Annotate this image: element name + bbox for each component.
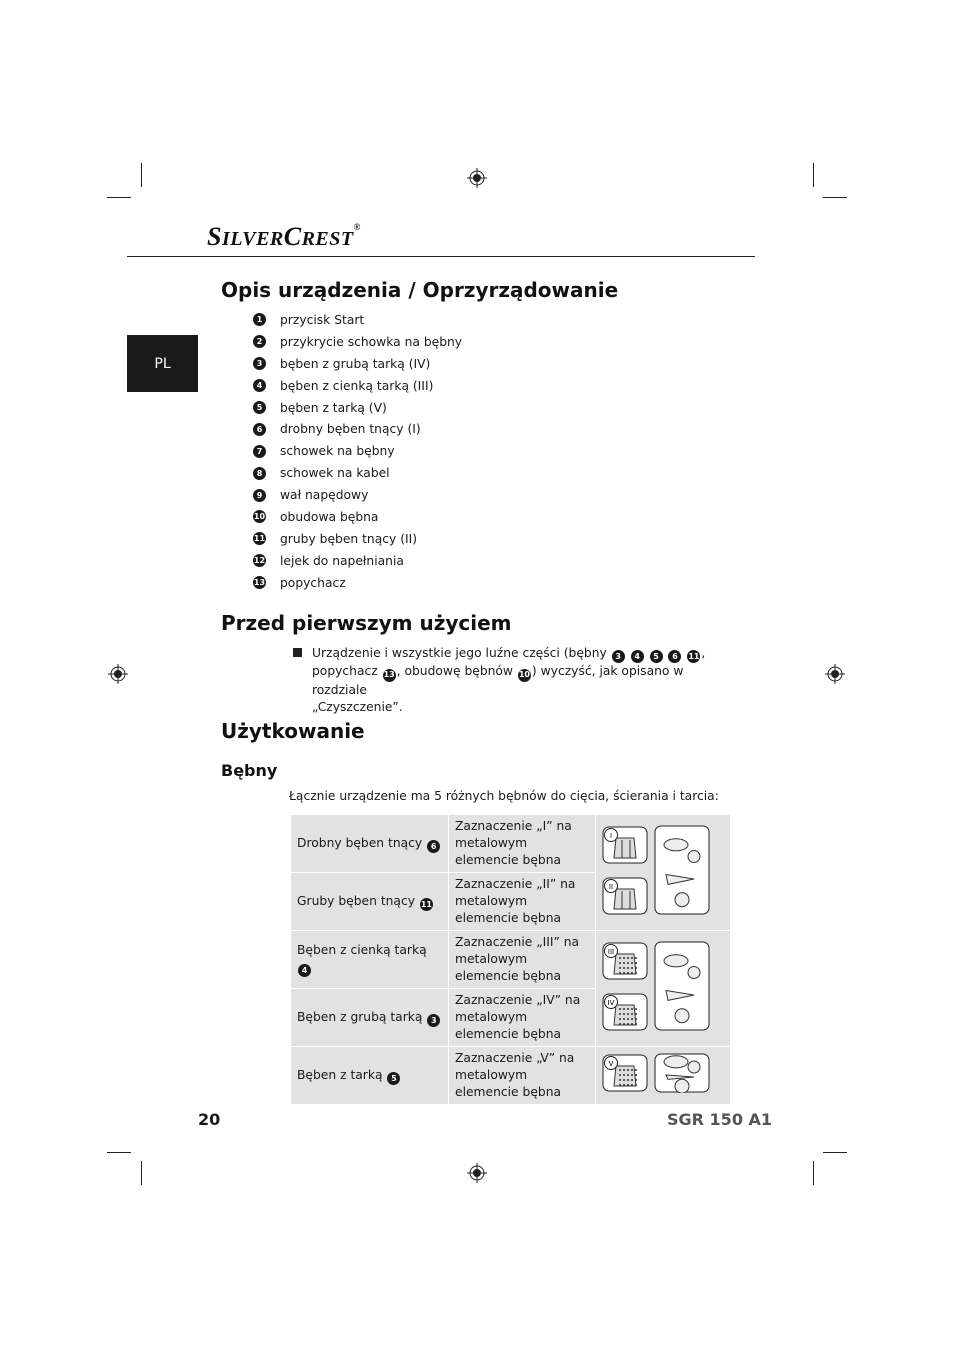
crop-mark bbox=[813, 1161, 814, 1185]
parts-list-item bbox=[253, 397, 462, 419]
header-divider bbox=[127, 256, 755, 257]
parts-list-item bbox=[253, 550, 462, 572]
crop-mark bbox=[823, 1152, 847, 1153]
drum-name-cell: Gruby bęben tnący 11 bbox=[291, 873, 449, 931]
drum-marking-cell: Zaznaczenie „V” na metalowym elemencie bębna bbox=[449, 1047, 596, 1105]
ref-number: 5 bbox=[387, 1072, 400, 1085]
section-title-description: Opis urządzenia / Oprzyrządowanie bbox=[221, 278, 619, 302]
parts-list bbox=[253, 309, 462, 594]
item-number: 10 bbox=[253, 512, 266, 522]
drum-illustration-cell bbox=[596, 1047, 731, 1105]
item-label: gruby bęben tnący (II) bbox=[280, 531, 418, 546]
cleaning-instruction: Urządzenie i wszystkie jego luźne części (bębny 3 4 5 6 11 , popychacz 13 , obudowę bębnów 10 ) wyczyść, jak opisano w rozdziale „Czyszczenie”. bbox=[312, 646, 706, 714]
parts-list-item bbox=[253, 331, 462, 353]
item-label: przykrycie schowka na bębny bbox=[280, 334, 463, 349]
crop-mark bbox=[813, 163, 814, 187]
item-number: 12 bbox=[253, 556, 266, 566]
parts-list-item bbox=[253, 309, 462, 331]
ref-number: 4 bbox=[631, 650, 644, 663]
item-number: 6 bbox=[253, 423, 266, 436]
drum-icon bbox=[602, 993, 648, 1036]
drum-marking-cell: Zaznaczenie „IV” na metalowym elemencie bębna bbox=[449, 989, 596, 1047]
section-title-before-first-use: Przed pierwszym użyciem bbox=[221, 611, 512, 635]
ref-number: 5 bbox=[650, 650, 663, 663]
food-icon bbox=[654, 941, 710, 1036]
item-label: przycisk Start bbox=[280, 312, 365, 327]
section-title-usage: Użytkowanie bbox=[221, 719, 365, 743]
drum-name-cell: Bęben z grubą tarką 3 bbox=[291, 989, 449, 1047]
svg-text:III: III bbox=[607, 947, 615, 956]
ref-number: 10 bbox=[518, 669, 531, 682]
food-icon bbox=[654, 1053, 710, 1098]
item-number: 7 bbox=[253, 445, 266, 458]
item-number: 11 bbox=[253, 534, 266, 544]
drum-marking-cell: Zaznaczenie „II” na metalowym elemencie bębna bbox=[449, 873, 596, 931]
item-label: wał napędowy bbox=[280, 488, 369, 503]
table-row bbox=[291, 815, 731, 873]
item-label: bęben z cienką tarką (III) bbox=[280, 378, 434, 393]
item-label: lejek do napełniania bbox=[280, 553, 404, 568]
svg-text:V: V bbox=[608, 1060, 614, 1068]
item-label: schowek na bębny bbox=[280, 444, 395, 459]
registration-mark-icon bbox=[108, 664, 128, 684]
item-label: bęben z tarką (V) bbox=[280, 400, 387, 415]
crop-mark bbox=[107, 197, 131, 198]
svg-text:I: I bbox=[609, 831, 613, 840]
drum-icon bbox=[602, 1054, 648, 1097]
item-number: 9 bbox=[253, 489, 266, 502]
subsection-title-drums: Bębny bbox=[221, 761, 278, 780]
registration-mark-icon bbox=[825, 664, 845, 684]
item-label: popychacz bbox=[280, 575, 346, 590]
drum-icon bbox=[602, 877, 648, 920]
drum-name-cell: Drobny bęben tnący 6 bbox=[291, 815, 449, 873]
parts-list-item bbox=[253, 353, 462, 375]
ref-number: 6 bbox=[668, 650, 681, 663]
model-name: SGR 150 A1 bbox=[667, 1110, 773, 1129]
crop-mark bbox=[141, 1161, 142, 1185]
brand-logo: SILVERCREST® bbox=[207, 222, 361, 251]
drum-name-cell: Bęben z cienką tarką 4 bbox=[291, 931, 449, 989]
svg-text:II: II bbox=[608, 882, 614, 891]
ref-number: 6 bbox=[427, 840, 440, 853]
drums-table bbox=[290, 814, 731, 1105]
table-row bbox=[291, 1047, 731, 1105]
parts-list-item bbox=[253, 528, 462, 550]
table-row bbox=[291, 931, 731, 989]
ref-number: 4 bbox=[298, 964, 311, 977]
item-number: 3 bbox=[253, 357, 266, 370]
food-icon bbox=[654, 825, 710, 920]
parts-list-item bbox=[253, 506, 462, 528]
parts-list-item bbox=[253, 572, 462, 594]
item-number: 13 bbox=[253, 578, 266, 588]
drum-marking-cell: Zaznaczenie „I” na metalowym elemencie bębna bbox=[449, 815, 596, 873]
drum-name-cell: Bęben z tarką 5 bbox=[291, 1047, 449, 1105]
item-number: 4 bbox=[253, 379, 266, 392]
parts-list-item bbox=[253, 462, 462, 484]
drum-illustration-cell bbox=[596, 931, 731, 1047]
registration-mark-icon bbox=[467, 1163, 487, 1183]
item-label: bęben z grubą tarką (IV) bbox=[280, 356, 431, 371]
item-number: 8 bbox=[253, 467, 266, 480]
ref-number: 11 bbox=[687, 650, 700, 663]
bullet-square bbox=[293, 648, 302, 657]
drum-illustration-cell bbox=[596, 815, 731, 931]
crop-mark bbox=[107, 1152, 131, 1153]
ref-number: 11 bbox=[420, 899, 432, 909]
page-number: 20 bbox=[198, 1110, 221, 1129]
item-number: 2 bbox=[253, 335, 266, 348]
ref-number: 13 bbox=[383, 669, 396, 682]
item-number: 1 bbox=[253, 313, 266, 326]
drums-intro: Łącznie urządzenie ma 5 różnych bębnów do cięcia, ścierania i tarcia: bbox=[289, 789, 719, 803]
registration-mark-icon bbox=[467, 168, 487, 188]
parts-list-item bbox=[253, 484, 462, 506]
drum-marking-cell: Zaznaczenie „III” na metalowym elemencie bębna bbox=[449, 931, 596, 989]
language-tab: PL bbox=[127, 335, 198, 392]
item-number: 5 bbox=[253, 401, 266, 414]
crop-mark bbox=[141, 163, 142, 187]
ref-number: 3 bbox=[427, 1014, 440, 1027]
item-label: obudowa bębna bbox=[280, 509, 379, 524]
item-label: drobny bęben tnący (I) bbox=[280, 422, 421, 437]
ref-number: 3 bbox=[612, 650, 625, 663]
drum-icon bbox=[602, 826, 648, 869]
parts-list-item bbox=[253, 375, 462, 397]
parts-list-item bbox=[253, 440, 462, 462]
drum-icon bbox=[602, 942, 648, 985]
parts-list-item bbox=[253, 418, 462, 440]
svg-text:IV: IV bbox=[607, 998, 615, 1007]
crop-mark bbox=[823, 197, 847, 198]
item-label: schowek na kabel bbox=[280, 466, 390, 481]
